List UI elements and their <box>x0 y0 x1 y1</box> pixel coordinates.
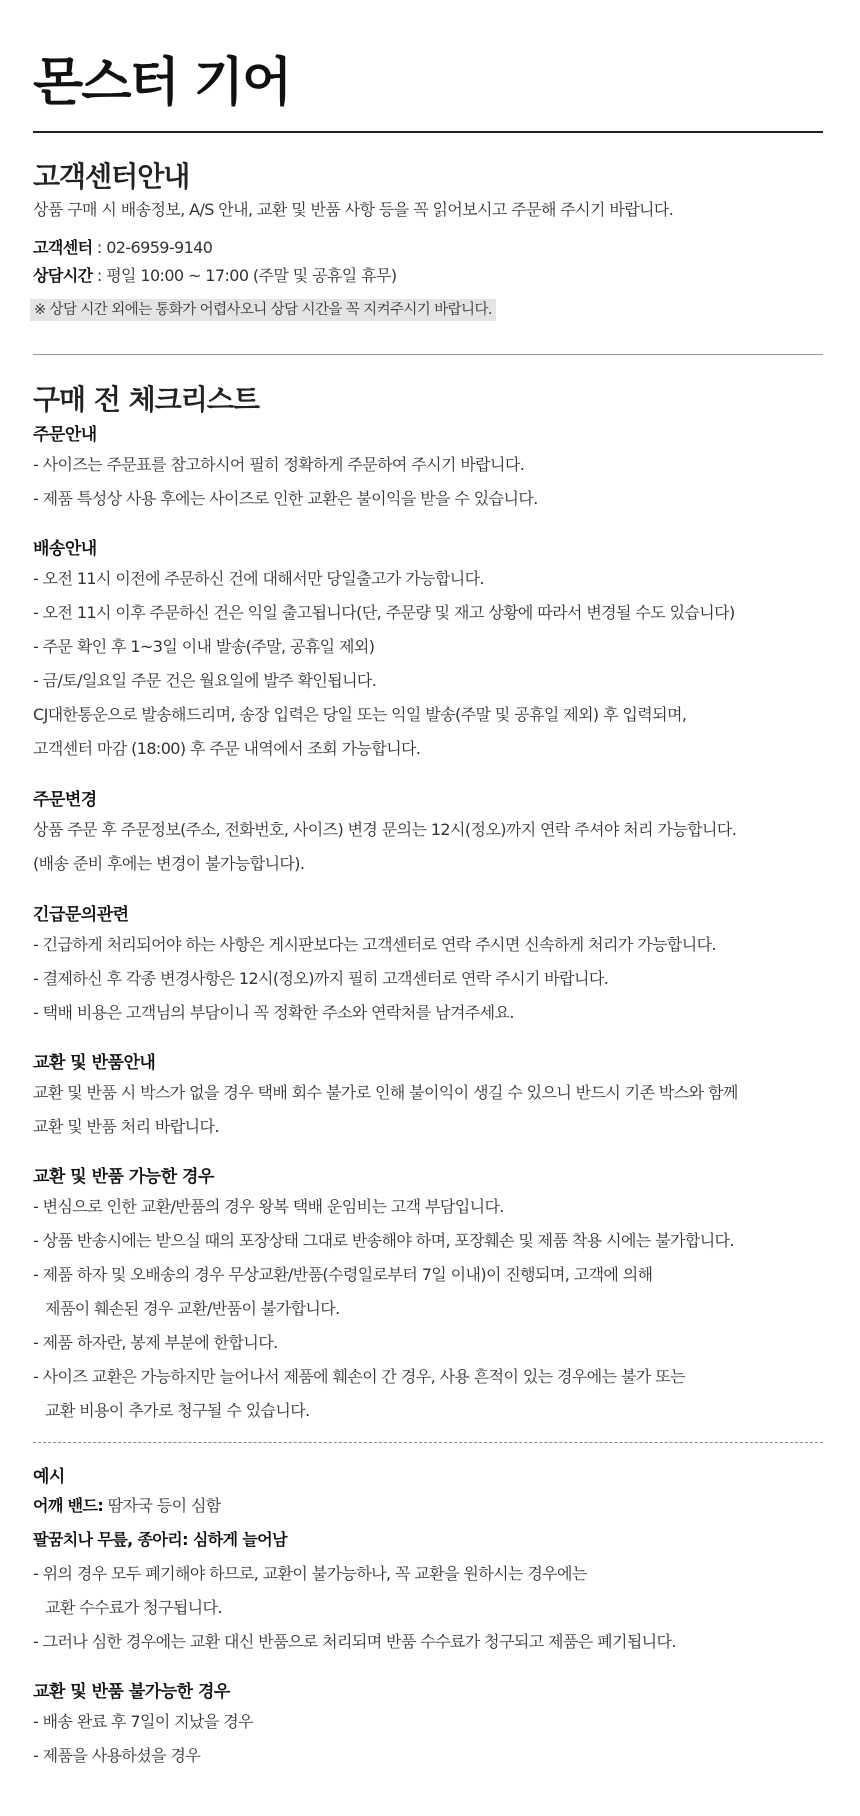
section-title-exchange-impossible: 교환 및 반품 불가능한 경우 <box>33 1682 230 1702</box>
cs-note: ※ 상담 시간 외에는 통화가 어렵사오니 상담 시간을 꼭 지켜주시기 바랍니다. <box>30 299 496 321</box>
section-title-exchange-guide: 교환 및 반품안내 <box>33 1053 156 1073</box>
cs-hours-label: 상담시간 <box>33 266 93 285</box>
section-title-order: 주문안내 <box>33 425 97 445</box>
order-change-line-2: (배송 준비 후에는 변경이 불가능합니다). <box>33 854 305 873</box>
shipping-line-4: - 금/토/일요일 주문 건은 월요일에 발주 확인됩니다. <box>33 671 377 690</box>
section-title-order-change: 주문변경 <box>33 790 97 810</box>
exchange-possible-line-5: - 제품 하자란, 봉제 부분에 한합니다. <box>33 1333 278 1352</box>
section-title-exchange-possible: 교환 및 반품 가능한 경우 <box>33 1167 214 1187</box>
section-title-urgent: 긴급문의관련 <box>33 905 129 925</box>
dashed-divider <box>33 1442 823 1443</box>
urgent-line-2: - 결제하신 후 각종 변경사항은 12시(정오)까지 필히 고객센터로 연락 주시기 바랍니다. <box>33 969 609 988</box>
top-divider <box>33 131 823 133</box>
section-title-shipping: 배송안내 <box>33 539 97 559</box>
section-divider <box>33 354 823 355</box>
example-line-2: 교환 수수료가 청구됩니다. <box>45 1598 222 1617</box>
shipping-line-1: - 오전 11시 이전에 주문하신 건에 대해서만 당일출고가 가능합니다. <box>33 569 484 588</box>
cs-hours-value: : 평일 10:00 ~ 17:00 (주말 및 공휴일 휴무) <box>92 266 397 285</box>
shipping-line-6: 고객센터 마감 (18:00) 후 주문 내역에서 조회 가능합니다. <box>33 739 421 758</box>
cs-hours <box>33 264 396 288</box>
shipping-line-3: - 주문 확인 후 1~3일 이내 발송(주말, 공휴일 제외) <box>33 637 375 656</box>
cs-title: 고객센터안내 <box>33 160 190 193</box>
shipping-line-5: CJ대한통운으로 발송해드리며, 송장 입력은 당일 또는 익일 발송(주말 및 공휴일 제외) 후 입력되며, <box>33 705 687 724</box>
exchange-possible-line-3: - 제품 하자 및 오배송의 경우 무상교환/반품(수령일로부터 7일 이내)이 진행되며, 고객에 의해 <box>33 1265 653 1284</box>
brand-title: 몬스터 기어 <box>33 53 291 113</box>
exchange-possible-line-2: - 상품 반송시에는 받으실 때의 포장상태 그대로 반송해야 하며, 포장훼손 및 제품 착용 시에는 불가합니다. <box>33 1231 734 1250</box>
example-shoulder <box>33 1494 221 1518</box>
exchange-possible-line-4: 제품이 훼손된 경우 교환/반품이 불가합니다. <box>45 1299 340 1318</box>
exchange-possible-line-6: - 사이즈 교환은 가능하지만 늘어나서 제품에 훼손이 간 경우, 사용 흔적이 있는 경우에는 불가 또는 <box>33 1367 685 1386</box>
exchange-impossible-line-1: - 배송 완료 후 7일이 지났을 경우 <box>33 1712 253 1731</box>
example-shoulder-label: 어깨 밴드: <box>33 1496 104 1515</box>
example-line-3: - 그러나 심한 경우에는 교환 대신 반품으로 처리되며 반품 수수료가 청구되고 제품은 폐기됩니다. <box>33 1632 676 1651</box>
exchange-possible-line-7: 교환 비용이 추가로 청구될 수 있습니다. <box>45 1401 310 1420</box>
example-title: 예시 <box>33 1467 65 1487</box>
order-line-1: - 사이즈는 주문표를 참고하시어 필히 정확하게 주문하여 주시기 바랍니다. <box>33 455 525 474</box>
exchange-impossible-line-2: - 제품을 사용하셨을 경우 <box>33 1746 201 1765</box>
shipping-line-2: - 오전 11시 이후 주문하신 건은 익일 출고됩니다(단, 주문량 및 재고 상황에 따라서 변경될 수도 있습니다) <box>33 603 735 622</box>
cs-phone-value: : 02-6959-9140 <box>92 238 213 257</box>
urgent-line-3: - 택배 비용은 고객님의 부담이니 꼭 정확한 주소와 연락처를 남겨주세요. <box>33 1003 514 1022</box>
checklist-title: 구매 전 체크리스트 <box>33 383 259 416</box>
exchange-possible-line-1: - 변심으로 인한 교환/반품의 경우 왕복 택배 운임비는 고객 부담입니다. <box>33 1197 504 1216</box>
exchange-guide-line-1: 교환 및 반품 시 박스가 없을 경우 택배 회수 불가로 인해 불이익이 생길 수 있으니 반드시 기존 박스와 함께 <box>33 1083 738 1102</box>
example-elbow: 팔꿈치나 무릎, 종아리: 심하게 늘어남 <box>33 1530 287 1549</box>
exchange-guide-line-2: 교환 및 반품 처리 바랍니다. <box>33 1117 219 1136</box>
order-change-line-1: 상품 주문 후 주문정보(주소, 전화번호, 사이즈) 변경 문의는 12시(정오)까지 연락 주셔야 처리 가능합니다. <box>33 820 737 839</box>
order-line-2: - 제품 특성상 사용 후에는 사이즈로 인한 교환은 불이익을 받을 수 있습니다. <box>33 489 538 508</box>
cs-phone-label: 고객센터 <box>33 238 93 257</box>
cs-desc: 상품 구매 시 배송정보, A/S 안내, 교환 및 반품 사항 등을 꼭 읽어보시고 주문해 주시기 바랍니다. <box>33 200 674 219</box>
urgent-line-1: - 긴급하게 처리되어야 하는 사항은 게시판보다는 고객센터로 연락 주시면 신속하게 처리가 가능합니다. <box>33 935 716 954</box>
cs-phone <box>33 236 212 260</box>
example-line-1: - 위의 경우 모두 폐기해야 하므로, 교환이 불가능하나, 꼭 교환을 원하시는 경우에는 <box>33 1564 587 1583</box>
example-shoulder-value: 땀자국 등이 심함 <box>103 1496 221 1515</box>
